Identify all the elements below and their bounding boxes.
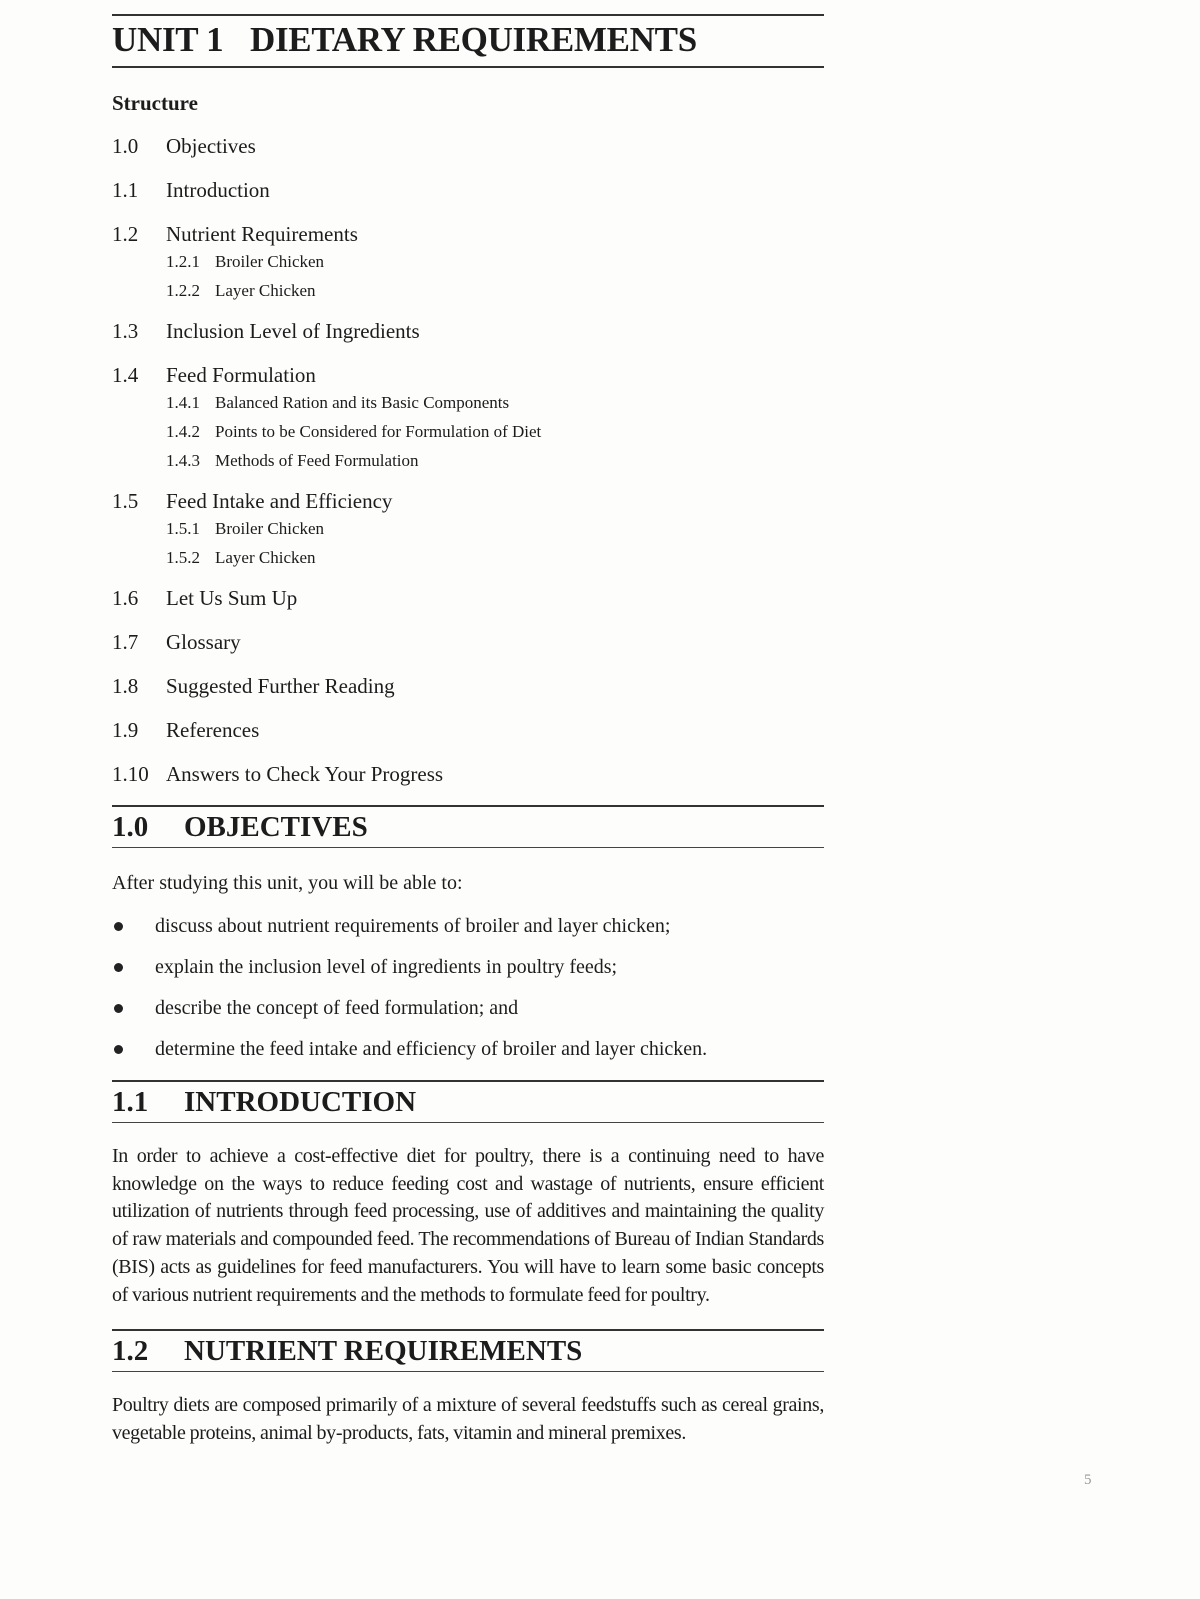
objective-bullet-text: discuss about nutrient requirements of broiler and layer chicken; bbox=[155, 915, 671, 937]
toc-sub-list bbox=[112, 247, 824, 305]
section-number: 1.1 bbox=[112, 1086, 149, 1118]
toc-sub-entry-label: Broiler Chicken bbox=[215, 519, 325, 538]
toc-entry-number: 1.5 bbox=[112, 489, 139, 513]
toc-sub-entry-number: 1.5.1 bbox=[166, 519, 200, 538]
unit-number: UNIT 1 bbox=[112, 20, 224, 59]
toc-entry bbox=[112, 708, 824, 752]
toc-entry-number: 1.10 bbox=[112, 762, 149, 786]
structure-heading: Structure bbox=[112, 91, 198, 115]
toc-sub-entry-label: Methods of Feed Formulation bbox=[215, 451, 419, 470]
toc-entry-label: References bbox=[166, 718, 260, 742]
toc-entry bbox=[112, 664, 824, 708]
toc-entry-number: 1.6 bbox=[112, 586, 139, 610]
objectives-lead: After studying this unit, you will be able to: bbox=[112, 872, 463, 894]
nutrient-requirements-paragraph: Poultry diets are composed primarily of a mixture of several feedstuffs such as cereal grains, vegetable proteins, animal by-products, fats, vitamin and mineral premixes. bbox=[112, 1394, 824, 1444]
introduction-paragraph: In order to achieve a cost-effective diet for poultry, there is a continuing need to have knowledge on the ways to reduce feeding cost and wastage of nutrients, ensure efficient utilization of nutrients through feed processing, use of additives and maintaining the quality of raw materials and compounded feed. The recommendations of Bureau of Indian Standards (BIS) acts as guidelines for feed manufacturers. You will have to learn some basic concepts of various nutrient requirements and the methods to formulate feed for poultry. bbox=[112, 1145, 824, 1306]
toc-entry-label: Introduction bbox=[166, 178, 270, 202]
document-page bbox=[112, 14, 824, 1448]
toc-entry-number: 1.4 bbox=[112, 363, 139, 387]
toc-entry-label: Suggested Further Reading bbox=[166, 674, 395, 698]
toc-sub-entry bbox=[112, 543, 824, 572]
toc-entry bbox=[112, 124, 824, 168]
toc-item bbox=[112, 479, 824, 572]
section-rule-bottom bbox=[112, 1371, 824, 1372]
toc-entry bbox=[112, 620, 824, 664]
toc-sub-entry bbox=[112, 446, 824, 475]
toc-entry-label: Answers to Check Your Progress bbox=[166, 762, 444, 786]
toc-sub-entry-label: Broiler Chicken bbox=[215, 252, 325, 271]
toc-entry bbox=[112, 576, 824, 620]
bullet-dot-icon bbox=[114, 963, 123, 972]
toc-sub-entry-label: Layer Chicken bbox=[215, 548, 316, 567]
toc-entry-label: Let Us Sum Up bbox=[166, 586, 298, 610]
toc-sub-list bbox=[112, 514, 824, 572]
toc-entry bbox=[112, 168, 824, 212]
toc-item bbox=[112, 620, 824, 664]
toc-entry-number: 1.8 bbox=[112, 674, 139, 698]
toc-sub-entry-number: 1.2.2 bbox=[166, 281, 200, 300]
toc-item bbox=[112, 752, 824, 796]
unit-title bbox=[112, 18, 824, 62]
objective-bullet-item bbox=[112, 988, 824, 1029]
toc-sub-entry-label: Balanced Ration and its Basic Components bbox=[215, 393, 510, 412]
section-number: 1.0 bbox=[112, 811, 149, 843]
toc-entry-label: Inclusion Level of Ingredients bbox=[166, 319, 420, 343]
page-number: 5 bbox=[1084, 1472, 1092, 1488]
nutrient-requirements-heading bbox=[112, 1332, 824, 1370]
objectives-heading bbox=[112, 808, 824, 846]
objective-bullet-item bbox=[112, 906, 824, 947]
toc-entry-label: Feed Intake and Efficiency bbox=[166, 489, 393, 513]
toc-sub-entry bbox=[112, 276, 824, 305]
introduction-section bbox=[112, 1080, 824, 1309]
objective-bullet-text: describe the concept of feed formulation; and bbox=[155, 997, 519, 1019]
toc-item bbox=[112, 576, 824, 620]
objective-bullet-text: determine the feed intake and efficiency of broiler and layer chicken. bbox=[155, 1038, 708, 1060]
toc-sub-entry-number: 1.4.2 bbox=[166, 422, 200, 441]
toc-entry-label: Glossary bbox=[166, 630, 241, 654]
toc-sub-list bbox=[112, 388, 824, 475]
toc-sub-entry-number: 1.2.1 bbox=[166, 252, 200, 271]
section-rule-top bbox=[112, 1080, 824, 1082]
toc-entry-number: 1.0 bbox=[112, 134, 139, 158]
bullet-dot-icon bbox=[114, 1004, 123, 1013]
nutrient-requirements-section bbox=[112, 1329, 824, 1447]
toc-sub-entry bbox=[112, 514, 824, 543]
toc-entry bbox=[112, 752, 824, 796]
toc-entry-number: 1.9 bbox=[112, 718, 139, 742]
toc-entry-number: 1.3 bbox=[112, 319, 139, 343]
objectives-section bbox=[112, 805, 824, 1070]
bullet-dot-icon bbox=[114, 922, 123, 931]
toc-entry bbox=[112, 309, 824, 353]
toc-item bbox=[112, 124, 824, 168]
objective-bullet-item bbox=[112, 947, 824, 988]
objectives-list bbox=[112, 906, 824, 1070]
objective-bullet-item bbox=[112, 1029, 824, 1070]
section-rule-bottom bbox=[112, 847, 824, 848]
toc-entry-number: 1.1 bbox=[112, 178, 139, 202]
section-title: INTRODUCTION bbox=[184, 1086, 417, 1118]
toc-item bbox=[112, 664, 824, 708]
toc-sub-entry bbox=[112, 388, 824, 417]
toc-entry-label: Nutrient Requirements bbox=[166, 222, 358, 246]
toc-item bbox=[112, 309, 824, 353]
section-rule-top bbox=[112, 1329, 824, 1331]
section-title: OBJECTIVES bbox=[184, 811, 368, 843]
unit-title-text: DIETARY REQUIREMENTS bbox=[250, 20, 697, 59]
introduction-heading bbox=[112, 1083, 824, 1121]
section-rule-bottom bbox=[112, 1122, 824, 1123]
toc-item bbox=[112, 353, 824, 475]
toc-sub-entry-number: 1.5.2 bbox=[166, 548, 200, 567]
section-title: NUTRIENT REQUIREMENTS bbox=[184, 1335, 583, 1368]
toc-entry-label: Objectives bbox=[166, 134, 256, 158]
toc-entry-number: 1.7 bbox=[112, 630, 139, 654]
bullet-dot-icon bbox=[114, 1045, 123, 1054]
toc-item bbox=[112, 708, 824, 752]
toc-entry-number: 1.2 bbox=[112, 222, 139, 246]
toc-entry-label: Feed Formulation bbox=[166, 363, 316, 387]
toc-sub-entry bbox=[112, 417, 824, 446]
toc-sub-entry bbox=[112, 247, 824, 276]
toc-sub-entry-number: 1.4.1 bbox=[166, 393, 200, 412]
toc-item bbox=[112, 168, 824, 212]
toc-sub-entry-label: Points to be Considered for Formulation of Diet bbox=[215, 422, 542, 441]
toc-item bbox=[112, 212, 824, 305]
unit-title-rule-bottom bbox=[112, 66, 824, 68]
objective-bullet-text: explain the inclusion level of ingredients in poultry feeds; bbox=[155, 956, 618, 978]
section-rule-top bbox=[112, 805, 824, 807]
toc-sub-entry-label: Layer Chicken bbox=[215, 281, 316, 300]
unit-title-rule-top bbox=[112, 14, 824, 16]
section-number: 1.2 bbox=[112, 1335, 149, 1368]
table-of-contents bbox=[112, 124, 824, 796]
toc-sub-entry-number: 1.4.3 bbox=[166, 451, 200, 470]
